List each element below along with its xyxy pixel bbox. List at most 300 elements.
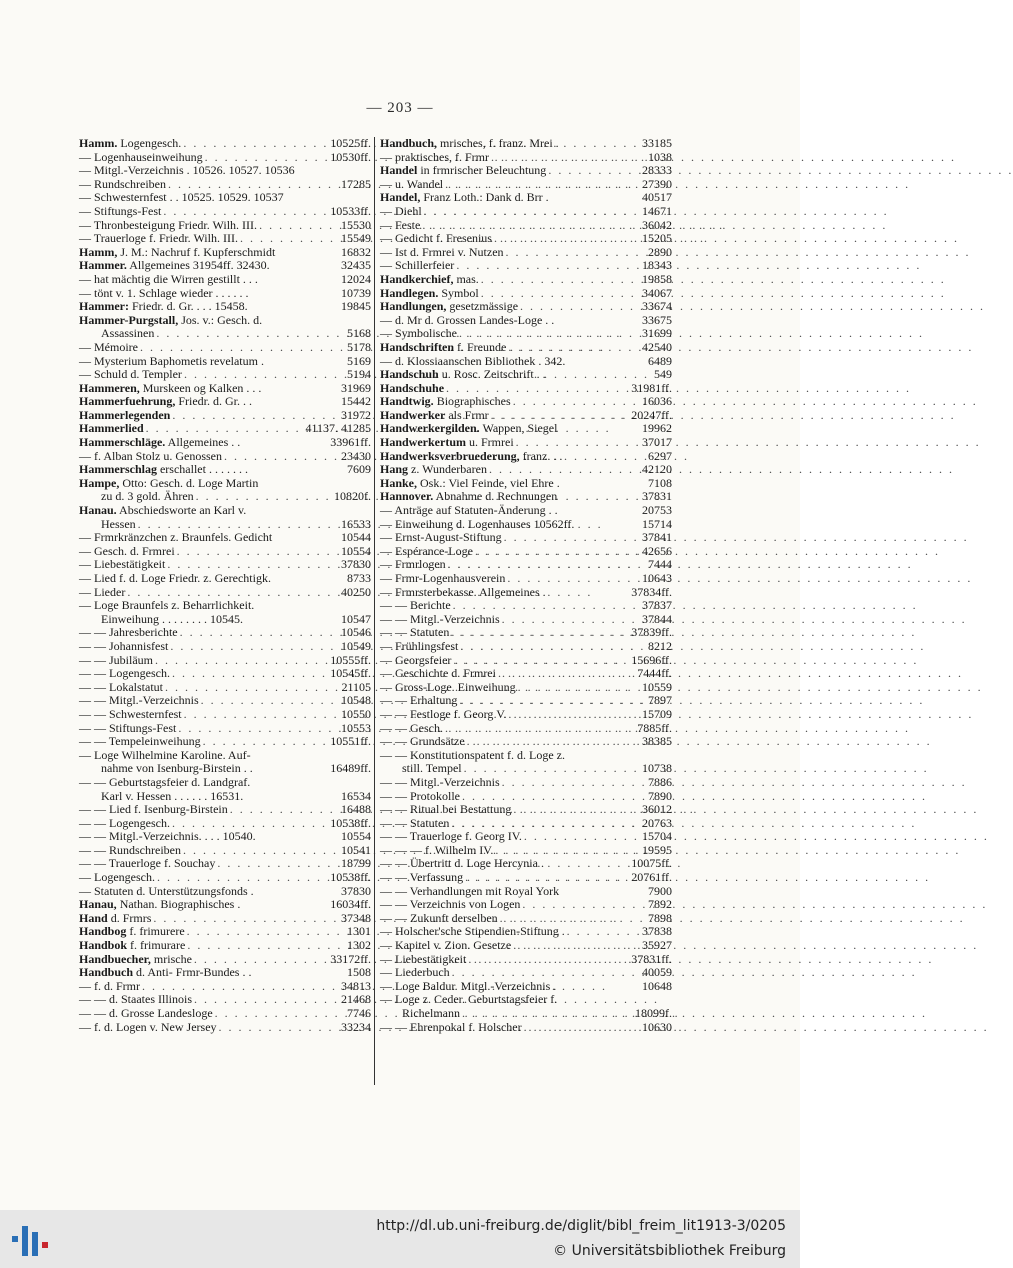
index-entry	[79, 776, 371, 790]
entry-text	[380, 857, 544, 871]
entry-text	[79, 776, 250, 790]
index-entry	[380, 776, 672, 790]
dot-leader	[498, 667, 635, 681]
entry-subject: — Schuld d. Templer	[79, 367, 182, 382]
entry-text	[380, 300, 518, 314]
entry-subject: franz. . .	[519, 448, 563, 463]
index-entry	[380, 953, 672, 967]
entry-text	[79, 912, 151, 926]
entry-reference: 38385	[642, 734, 672, 749]
dot-leader	[172, 409, 339, 423]
dot-leader	[518, 681, 640, 695]
dot-leader	[194, 993, 339, 1007]
index-entry	[79, 314, 371, 328]
index-entry	[380, 613, 672, 627]
entry-subject: — — Verhandlungen mit Royal York	[380, 883, 560, 898]
dot-leader	[205, 151, 329, 165]
index-entry	[380, 246, 672, 260]
entry-reference: 8212	[648, 638, 672, 653]
entry-text	[79, 626, 178, 640]
index-entry	[380, 925, 672, 939]
entry-subject: — Mysterium Baphometis revelatum .	[79, 353, 264, 368]
entry-text	[380, 490, 557, 504]
entry-text	[79, 545, 175, 559]
entry-text	[101, 613, 243, 627]
index-entry	[380, 844, 672, 858]
index-entry	[380, 273, 672, 287]
index-entry	[380, 980, 672, 994]
entry-text	[79, 151, 203, 165]
entry-heading: Handschuhe	[380, 380, 445, 395]
entry-subject: — — Ritual bei Bestattung	[380, 802, 512, 817]
entry-text	[79, 422, 144, 436]
entry-reference: 34067	[642, 285, 672, 300]
entry-heading: Hannover.	[380, 489, 434, 504]
entry-subject: — Rundschreiben	[79, 176, 166, 191]
entry-reference: 10554	[341, 829, 371, 844]
entry-subject: — hat mächtig die Wirren gestillt . . .	[79, 271, 258, 286]
entry-subject: — — Mitgl.-Verzeichnis	[79, 693, 199, 708]
entry-text	[380, 314, 554, 328]
index-entry	[79, 735, 371, 749]
entry-reference: 37841	[642, 530, 672, 545]
entry-subject: — Frmrsterbekasse. Allgemeines .	[380, 584, 546, 599]
entry-reference: 33675	[642, 312, 672, 327]
dot-leader	[170, 640, 339, 654]
entry-text	[101, 490, 194, 504]
entry-reference: 37837	[642, 598, 672, 613]
entry-reference: 10555ff.	[330, 652, 371, 667]
entry-reference: 17285	[341, 176, 371, 191]
entry-text	[101, 762, 253, 776]
index-entry	[79, 898, 371, 912]
dot-leader	[451, 626, 629, 640]
entry-heading: Handtwig.	[380, 394, 434, 409]
index-entry	[380, 681, 672, 695]
dot-leader	[157, 871, 328, 885]
dot-leader	[445, 722, 635, 736]
entry-text	[79, 599, 254, 613]
dot-leader	[507, 572, 640, 586]
entry-reference: 7898	[648, 910, 672, 925]
index-entry	[79, 708, 371, 722]
entry-text	[380, 817, 449, 831]
entry-text	[79, 898, 240, 912]
entry-text	[79, 137, 181, 151]
entry-reference: 16488	[341, 802, 371, 817]
entry-reference: 15442	[341, 394, 371, 409]
index-entry	[79, 490, 371, 504]
index-entry	[79, 382, 371, 396]
entry-reference: 5194	[347, 367, 371, 382]
index-entry	[380, 314, 672, 328]
entry-text	[380, 1021, 522, 1035]
entry-reference: 33234	[341, 1019, 371, 1034]
entry-subject: — f. Alban Stolz u. Genossen	[79, 448, 222, 463]
entry-subject: — Diehl	[380, 203, 422, 218]
entry-subject: f. frimurere	[126, 924, 185, 939]
dot-leader	[513, 803, 640, 817]
entry-text	[380, 694, 457, 708]
entry-reference: 37017	[642, 435, 672, 450]
entry-reference: 7900	[648, 883, 672, 898]
index-entry	[380, 355, 672, 369]
entry-text	[101, 518, 136, 532]
entry-subject: — Ist d. Frmrei v. Nutzen	[380, 244, 504, 259]
entry-text	[380, 355, 565, 369]
dot-leader	[460, 640, 646, 654]
entry-heading: Handel	[380, 163, 418, 178]
entry-subject: — Feste	[380, 217, 421, 232]
entry-reference: 10549	[341, 638, 371, 653]
index-entry	[79, 980, 371, 994]
dot-leader	[495, 844, 640, 858]
entry-subject: — Holscher'sche Stipendien-Stiftung .	[380, 924, 565, 939]
entry-reference: 16036	[642, 394, 672, 409]
dot-leader	[240, 232, 339, 246]
dot-leader	[462, 1007, 633, 1021]
dot-leader	[502, 613, 640, 627]
entry-subject: Logengesch.	[117, 136, 182, 150]
entry-subject: — — Mitgl.-Verzeichnis. . . . 10540.	[79, 829, 256, 844]
entry-subject: in frmrischer Beleuchtung	[417, 163, 547, 178]
index-entry	[380, 599, 672, 613]
dot-leader	[520, 300, 640, 314]
entry-subject: — — Grundsätze	[380, 734, 465, 749]
dot-leader	[259, 219, 339, 233]
entry-subject: Friedr. d. Gr. . .	[175, 394, 252, 409]
dot-leader	[156, 327, 345, 341]
entry-text	[79, 803, 228, 817]
index-entry	[380, 518, 672, 532]
dot-leader	[522, 898, 646, 912]
entry-reference: 33185	[642, 136, 672, 150]
dot-leader	[459, 327, 640, 341]
dot-leader	[196, 490, 332, 504]
entry-text	[79, 586, 125, 600]
dot-leader	[127, 586, 339, 600]
entry-subject: — — Ehrenpokal f. Holscher	[380, 1019, 522, 1034]
entry-subject: — — Konstitutionspatent f. d. Loge z.	[380, 747, 565, 762]
entry-subject: J. M.: Nachruf f. Kupferschmidt	[117, 244, 276, 259]
index-entry	[79, 558, 371, 572]
entry-reference: 37831	[642, 489, 672, 504]
entry-text	[380, 953, 466, 967]
entry-heading: Handwerker	[380, 407, 446, 422]
entry-reference: 10546	[341, 625, 371, 640]
entry-text	[79, 246, 275, 260]
entry-text	[79, 219, 257, 233]
entry-reference: 18099f.	[635, 1006, 672, 1020]
entry-reference: 7444ff.	[637, 666, 672, 681]
index-entry	[380, 871, 672, 885]
entry-text	[380, 599, 451, 613]
entry-reference: 1038	[648, 149, 672, 164]
entry-reference: 10548	[341, 693, 371, 708]
dot-leader	[172, 817, 328, 831]
entry-reference: 7892	[648, 897, 672, 912]
entry-text	[79, 980, 140, 994]
entry-text	[380, 287, 479, 301]
entry-subject: — — Tempeleinweihung	[79, 734, 201, 749]
entry-subject: — — Mitgl.-Verzeichnis	[380, 611, 500, 626]
entry-text	[79, 857, 215, 871]
entry-heading: Hanau.	[79, 503, 117, 518]
document-url[interactable]: http://dl.ub.uni-freiburg.de/diglit/bibl_freim_lit1913-3/0205	[376, 1218, 786, 1234]
entry-reference: 7890	[648, 788, 672, 803]
entry-subject: — — Trauerloge f. Souchay	[79, 856, 216, 871]
dot-leader	[467, 735, 640, 749]
index-entry	[79, 178, 371, 192]
index-entry	[380, 749, 672, 763]
index-column-right	[380, 137, 672, 1034]
entry-reference: 36012	[642, 802, 672, 817]
entry-reference: 20753	[642, 503, 672, 518]
index-entry	[380, 898, 672, 912]
entry-subject: — Geschichte d. Frmrei	[380, 666, 496, 681]
dot-leader	[453, 599, 640, 613]
dot-leader	[513, 395, 640, 409]
entry-reference: 1302	[347, 938, 371, 953]
ub-freiburg-logo-icon	[10, 1218, 56, 1264]
entry-text	[79, 164, 295, 178]
entry-text	[79, 287, 249, 301]
entry-reference: 15714	[642, 516, 672, 531]
index-entry	[79, 355, 371, 369]
entry-text	[380, 273, 479, 287]
entry-subject: Allgemeines 31954ff. 32430.	[126, 258, 270, 273]
entry-text	[402, 1007, 460, 1021]
entry-reference: 20763	[642, 815, 672, 830]
index-entry	[79, 572, 371, 586]
dot-leader	[524, 830, 640, 844]
entry-subject: — Liebestätigkeit	[380, 951, 467, 966]
entry-text	[79, 314, 262, 328]
entry-subject: — — Verfassung	[380, 870, 464, 885]
index-entry	[380, 490, 672, 504]
entry-text	[79, 341, 138, 355]
dot-leader	[506, 246, 646, 260]
entry-subject: Assassinen	[101, 326, 155, 341]
entry-subject: — — Zukunft derselben	[380, 910, 498, 925]
dot-leader	[548, 164, 640, 178]
index-entry	[79, 531, 371, 545]
index-entry	[79, 993, 371, 1007]
entry-reference: 10551ff.	[330, 734, 371, 749]
index-entry	[380, 368, 672, 382]
entry-subject: — — d. Staates Illinois	[79, 992, 192, 1007]
index-entry	[79, 871, 371, 885]
entry-text	[79, 191, 284, 205]
entry-text	[380, 654, 451, 668]
index-entry	[79, 1007, 371, 1021]
entry-text	[380, 939, 511, 953]
index-entry	[380, 219, 672, 233]
entry-subject: — Frühlingsfest	[380, 638, 459, 653]
entry-subject: — Loge Baldur. Mitgl.-Verzeichnis .	[380, 978, 557, 993]
copyright-notice: © Universitätsbibliothek Freiburg	[553, 1243, 786, 1259]
entry-subject: — Mémoire	[79, 339, 138, 354]
entry-subject: — — Protokolle	[380, 788, 460, 803]
entry-heading: Hampe,	[79, 475, 120, 490]
index-entry	[380, 640, 672, 654]
index-entry	[380, 912, 672, 926]
index-entry	[79, 287, 371, 301]
index-entry	[79, 626, 371, 640]
page-number: — 203 —	[366, 100, 434, 116]
entry-subject: — — d. Grosse Landesloge	[79, 1006, 213, 1020]
entry-reference: 37830	[341, 883, 371, 898]
entry-reference: 2890	[648, 244, 672, 259]
entry-heading: Hamm,	[79, 244, 118, 259]
entry-reference: 10538ff.	[330, 815, 371, 830]
entry-subject: — — Johannisfest	[79, 638, 169, 653]
index-entry	[79, 586, 371, 600]
entry-subject: — Frmrkränzchen z. Braunfels. Gedicht	[79, 530, 273, 545]
index-entry	[380, 287, 672, 301]
index-entry	[79, 151, 371, 165]
index-entry	[380, 694, 672, 708]
dot-leader	[203, 735, 329, 749]
entry-reference: 42120	[642, 462, 672, 477]
entry-reference: 37834ff.	[631, 584, 672, 599]
entry-reference: 12024	[341, 271, 371, 286]
entry-subject: Richelmann	[402, 1006, 460, 1020]
entry-text	[79, 382, 261, 396]
entry-reference: 5169	[347, 353, 371, 368]
entry-heading: Handschriften	[380, 339, 455, 354]
entry-heading: Hammerschläge.	[79, 435, 166, 450]
index-entry	[79, 722, 371, 736]
entry-text	[79, 273, 258, 287]
entry-text	[380, 925, 565, 939]
entry-subject: — Trauerloge f. Friedr. Wilh. III.	[79, 231, 238, 246]
index-entry	[79, 395, 371, 409]
entry-subject: — — Stiftungs-Fest	[79, 720, 177, 735]
entry-text	[380, 558, 446, 572]
dot-leader	[187, 939, 345, 953]
entry-text	[79, 844, 181, 858]
entry-subject: — Loge Wilhelmine Karoline. Auf-	[79, 747, 251, 762]
index-entry	[79, 1021, 371, 1035]
index-entry	[380, 382, 672, 396]
entry-heading: Hammerschlag	[79, 462, 157, 477]
dot-leader	[500, 912, 646, 926]
entry-subject: — Mitgl.-Verzeichnis . 10526. 10527. 10536	[79, 163, 295, 178]
dot-leader	[508, 341, 640, 355]
entry-reference: 21105	[341, 679, 371, 694]
index-entry	[79, 817, 371, 831]
entry-reference: 33961ff.	[330, 435, 371, 450]
entry-reference: 6489	[648, 353, 672, 368]
entry-text	[79, 477, 258, 491]
entry-subject: — Frmr-Logenhausverein	[380, 571, 506, 585]
entry-text	[101, 790, 243, 804]
entry-text	[79, 722, 176, 736]
index-entry	[380, 667, 672, 681]
index-entry	[380, 178, 672, 192]
entry-reference: 35927	[642, 938, 672, 953]
entry-text	[79, 681, 163, 695]
index-entry	[79, 830, 371, 844]
entry-text	[380, 912, 498, 926]
entry-text	[380, 885, 559, 899]
index-entry	[380, 151, 672, 165]
entry-subject: d. Frmrs	[107, 910, 152, 925]
index-entry	[79, 518, 371, 532]
index-entry	[380, 803, 672, 817]
dot-leader	[172, 667, 328, 681]
index-entry	[380, 436, 672, 450]
dot-leader	[155, 654, 328, 668]
entry-text	[380, 151, 489, 165]
entry-text	[380, 518, 574, 532]
dot-leader	[462, 790, 646, 804]
index-entry	[79, 463, 371, 477]
entry-text	[380, 681, 516, 695]
entry-reference: 23430	[341, 448, 371, 463]
index-entry	[380, 504, 672, 518]
index-entry	[79, 259, 371, 273]
index-entry	[380, 259, 672, 273]
entry-subject: als Frmr	[445, 407, 489, 422]
entry-reference: 10630	[642, 1019, 672, 1034]
entry-text	[79, 749, 251, 763]
entry-reference: 7897	[648, 693, 672, 708]
index-entry	[380, 558, 672, 572]
entry-reference: 18343	[642, 258, 672, 273]
entry-subject: z. Wunderbaren	[408, 462, 487, 477]
entry-subject: — Georgsfeier	[380, 652, 452, 667]
dot-leader	[446, 382, 629, 396]
entry-reference: 10553	[341, 720, 371, 735]
index-entry	[79, 232, 371, 246]
index-entry	[380, 762, 672, 776]
entry-reference: 33674	[642, 299, 672, 314]
index-entry	[79, 925, 371, 939]
entry-text	[79, 993, 192, 1007]
entry-reference: 10559	[642, 679, 672, 694]
index-entry	[79, 790, 371, 804]
index-entry	[380, 409, 672, 423]
entry-subject: — tönt v. 1. Schlage wieder . . . . . .	[79, 285, 249, 300]
entry-subject: — — Übertritt d. Loge Hercynia .	[380, 856, 544, 871]
entry-reference: 10525ff.	[330, 136, 371, 150]
entry-text	[79, 259, 270, 273]
entry-text	[79, 939, 185, 953]
entry-subject: — — Lied f. Isenburg-Birstein	[79, 802, 228, 817]
index-entry	[79, 205, 371, 219]
entry-subject: mrische	[150, 951, 192, 966]
entry-reference: 6297	[648, 448, 672, 463]
entry-subject: — u. Wandel	[380, 176, 444, 191]
dot-leader	[187, 925, 345, 939]
entry-subject: f. frimurare	[127, 938, 186, 953]
entry-text	[79, 450, 222, 464]
entry-subject: — — Jubiläum	[79, 652, 153, 667]
entry-text	[79, 953, 192, 967]
entry-text	[380, 395, 511, 409]
entry-heading: Handwerkergilden.	[380, 421, 480, 436]
entry-reference: 10643	[642, 571, 672, 585]
entry-text	[79, 463, 248, 477]
entry-subject: — f. d. Frmr	[79, 978, 140, 993]
entry-text	[380, 531, 502, 545]
entry-subject: Abnahme d. Rechnungen	[433, 489, 558, 504]
entry-reference: 32435	[341, 258, 371, 273]
entry-reference: 20761ff.	[631, 870, 672, 885]
dot-leader	[177, 545, 339, 559]
